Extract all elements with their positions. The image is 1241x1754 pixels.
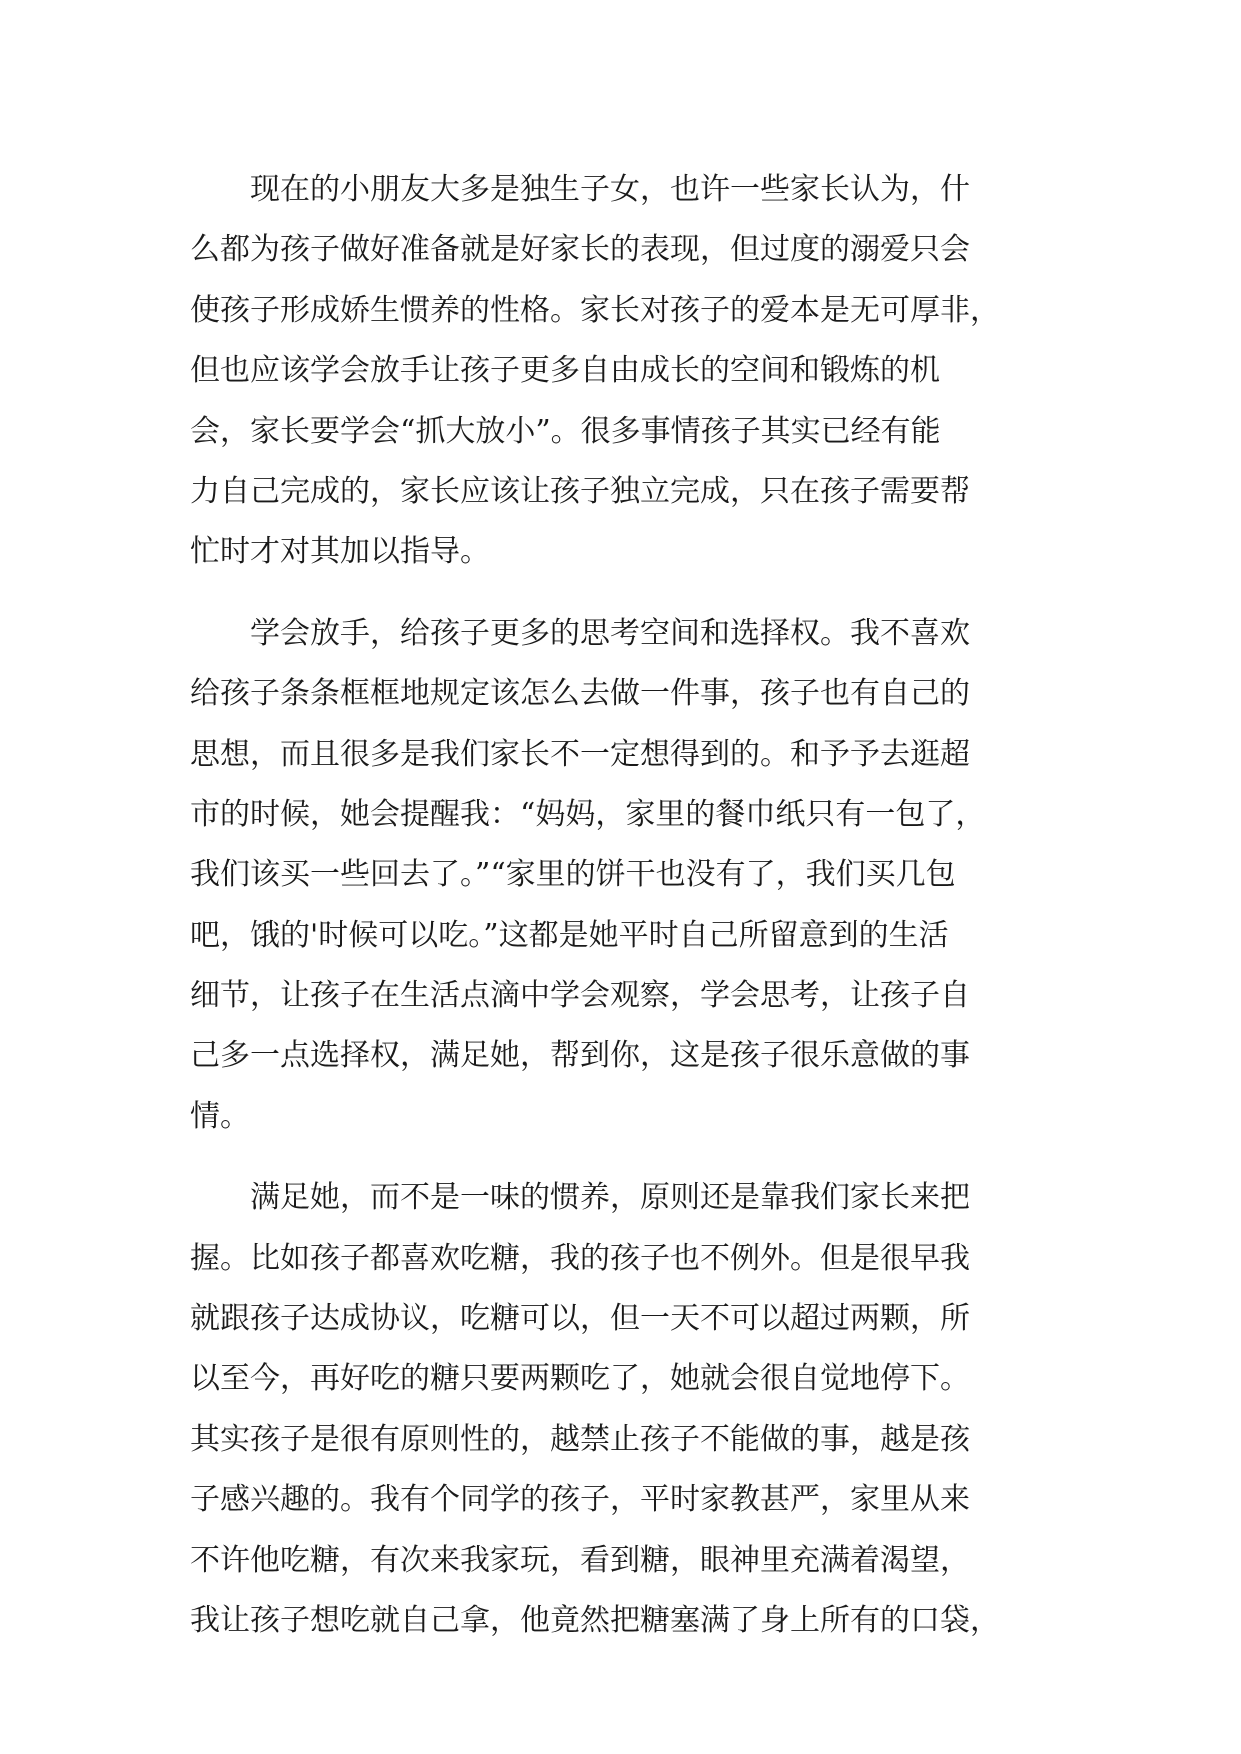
text-line: 不许他吃糖，有次来我家玩，看到糖，眼神里充满着渴望， — [190, 1542, 970, 1578]
text-line: 己多一点选择权，满足她，帮到你，这是孩子很乐意做的事 — [190, 1038, 970, 1074]
paragraph-2 — [190, 604, 1090, 1148]
text-line: 学会放手，给孩子更多的思考空间和选择权。我不喜欢 — [190, 615, 970, 651]
text-line: 现在的小朋友大多是独生子女，也许一些家长认为，什 — [190, 172, 970, 207]
text-line: 力自己完成的，家长应该让孩子独立完成，只在孩子需要帮 — [190, 473, 970, 509]
text-line: 市的时候，她会提醒我：“妈妈，家里的餐巾纸只有一包了， — [190, 796, 986, 832]
text-line: 以至今，再好吃的糖只要两颗吃了，她就会很自觉地停下。 — [190, 1361, 970, 1397]
text-line: 使孩子形成娇生惯养的性格。家长对孩子的爱本是无可厚非， — [190, 292, 1000, 328]
text-line: 会，家长要学会“抓大放小”。很多事情孩子其实已经有能 — [190, 413, 941, 449]
text-line: 子感兴趣的。我有个同学的孩子，平时家教甚严，家里从来 — [190, 1482, 970, 1518]
text-line: 吧，饿的'时候可以吃。”这都是她平时自己所留意到的生活 — [190, 917, 949, 953]
text-line: 我让孩子想吃就自己拿，他竟然把糖塞满了身上所有的口袋， — [190, 1602, 1000, 1638]
text-line: 思想，而且很多是我们家长不一定想得到的。和予予去逛超 — [190, 736, 970, 772]
text-line: 细节，让孩子在生活点滴中学会观察，学会思考，让孩子自 — [190, 978, 970, 1014]
text-line: 给孩子条条框框地规定该怎么去做一件事，孩子也有自己的 — [190, 676, 970, 712]
text-line: 么都为孩子做好准备就是好家长的表现，但过度的溺爱只会 — [190, 232, 970, 268]
paragraph-1 — [190, 160, 1090, 583]
text-line: 忙时才对其加以指导。 — [190, 534, 490, 570]
paragraph-spacing — [190, 583, 1090, 604]
text-line: 但也应该学会放手让孩子更多自由成长的空间和锻炼的机 — [190, 353, 940, 389]
text-line: 就跟孩子达成协议，吃糖可以，但一天不可以超过两颗，所 — [190, 1301, 970, 1337]
document-body — [190, 160, 1090, 1651]
text-line: 满足她，而不是一味的惯养，原则还是靠我们家长来把 — [190, 1180, 970, 1216]
text-line: 握。比如孩子都喜欢吃糖，我的孩子也不例外。但是很早我 — [190, 1240, 970, 1276]
text-line: 我们该买一些回去了。”“家里的饼干也没有了，我们买几包 — [190, 857, 956, 893]
text-line: 其实孩子是很有原则性的，越禁止孩子不能做的事，越是孩 — [190, 1421, 970, 1457]
paragraph-spacing — [190, 1147, 1090, 1168]
text-line: 情。 — [190, 1098, 250, 1134]
paragraph-3 — [190, 1168, 1090, 1651]
